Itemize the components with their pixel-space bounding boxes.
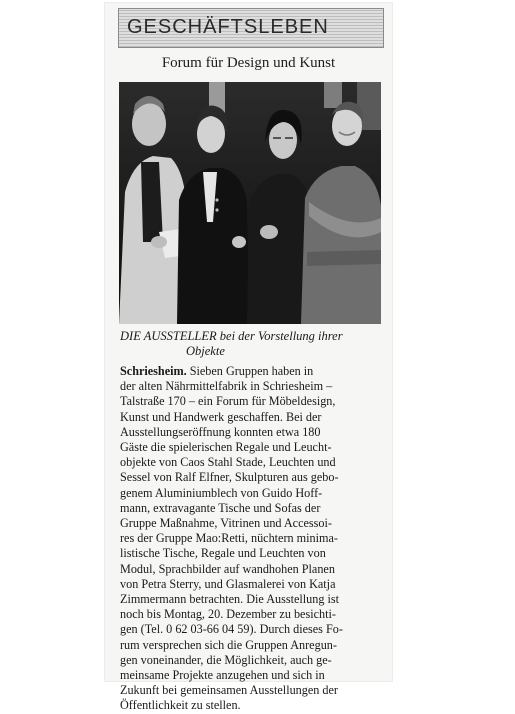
article-first-line xyxy=(120,364,382,379)
photo-illustration xyxy=(119,82,381,324)
article-headline: Forum für Design und Kunst xyxy=(161,55,336,71)
article-line: rum versprechen sich die Gruppen Anregun- xyxy=(120,637,337,652)
article-line: genem Aluminiumblech von Guido Hoff- xyxy=(120,485,323,500)
article-line: Sessel von Ralf Elfner, Skulpturen aus gebo- xyxy=(120,470,339,485)
article-line: Zukunft bei gemeinsamen Ausstellungen der xyxy=(120,683,338,698)
article-line: Kunst und Handwerk geschaffen. Bei der xyxy=(120,409,322,424)
article-line: res der Gruppe Mao:Retti, nüchtern minima- xyxy=(120,531,338,546)
article-photo xyxy=(119,82,381,324)
article-line: mann, extravagante Tische und Sofas der xyxy=(120,500,321,515)
photo-caption xyxy=(120,329,382,359)
article-line: von Petra Sterry, und Glasmalerei von Katja xyxy=(120,576,336,591)
article-line: Gäste die spielerischen Regale und Leucht- xyxy=(120,440,332,455)
caption-lead: DIE AUSSTELLER xyxy=(120,329,217,343)
article-line: gen voneinander, die Möglichkeit, auch ge- xyxy=(120,652,332,667)
section-title: GESCHÄFTSLEBEN xyxy=(127,16,329,38)
caption-text: bei der Vorstellung ihrer xyxy=(216,329,343,343)
article-line: meinsame Projekte anzugehen und sich in xyxy=(120,668,325,683)
article-line: Talstraße 170 – ein Forum für Möbeldesign, xyxy=(120,394,336,409)
article-line: Öffentlichkeit zu stellen. xyxy=(120,698,241,713)
article-line: Modul, Sprachbilder auf wandhohen Planen xyxy=(120,561,335,576)
article-line: objekte von Caos Stahl Stade, Leuchten und xyxy=(120,455,336,470)
dateline: Schriesheim. xyxy=(120,364,187,378)
article-line: Gruppe Maßnahme, Vitrinen und Accessoi- xyxy=(120,516,332,531)
newspaper-clipping xyxy=(104,2,393,713)
article-line: Ausstellungseröffnung konnten etwa 180 xyxy=(120,424,321,439)
section-header xyxy=(118,8,384,48)
article-line: der alten Nährmittelfabrik in Schriesheim – xyxy=(120,379,333,394)
article-line: noch bis Montag, 20. Dezember zu besichti- xyxy=(120,607,336,622)
article-line: Zimmermann betrachten. Die Ausstellung ist xyxy=(120,592,339,607)
first-line-text: Sieben Gruppen haben in xyxy=(186,364,314,378)
caption-line-2: Objekte xyxy=(186,344,225,358)
article-line: listische Tische, Regale und Leuchten von xyxy=(120,546,326,561)
caption-line-1 xyxy=(120,329,382,344)
article-line: gen (Tel. 0 62 03-66 04 59). Durch dieses Fo- xyxy=(120,622,343,637)
article-body xyxy=(120,364,382,714)
